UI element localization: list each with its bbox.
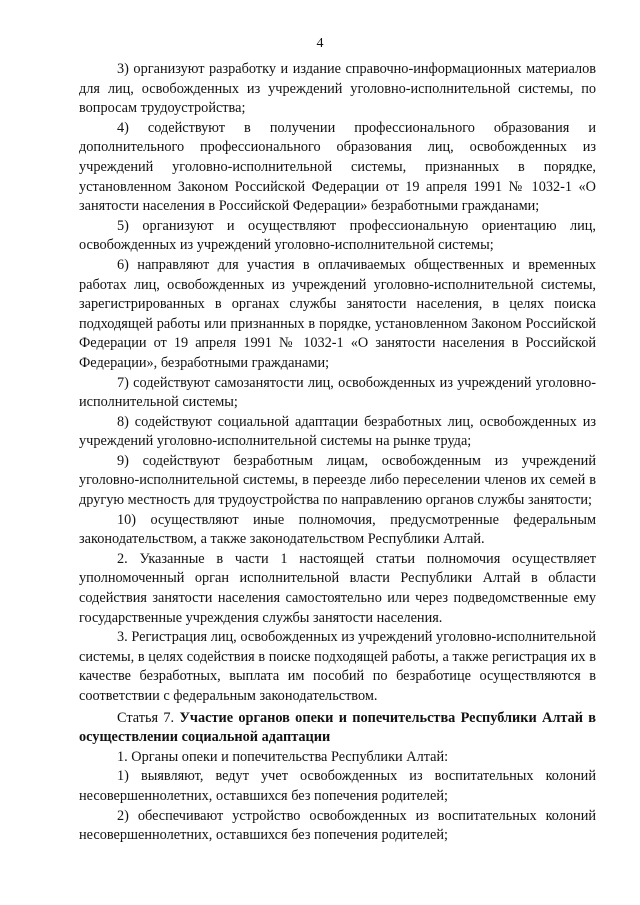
paragraph-item-7: 7) содействуют самозанятости лиц, освобожденных из учреждений уголовно-исполнительной системы;: [79, 374, 596, 411]
paragraph-item-3: 3) организуют разработку и издание справочно-информационных материалов для лиц, освобожденных из учреждений уголовно-исполнительной системы, по вопросам трудоустройства;: [79, 61, 596, 117]
article-title: Участие органов опеки и попечительства Республики Алтай в осуществлении социальной адаптации: [79, 709, 597, 746]
paragraph-part-2: 2. Указанные в части 1 настоящей статьи полномочия осуществляет уполномоченный орган исполнительной власти Республики Алтай в области содействия занятости населения самостоятельно или через подведомственные ему государственные учреждения службы занятости населения.: [79, 550, 596, 626]
article-heading: [79, 709, 596, 748]
page-number: 4: [316, 36, 324, 51]
paragraph-part-3: 3. Регистрация лиц, освобожденных из учреждений уголовно-исполнительной системы, в целях содействия в поиске подходящей работы, а также регистрация их в качестве безработных, выплата им пособий по безработице осуществляются в соответствии с федеральным законодательством.: [79, 629, 596, 704]
article-paragraph-intro: 1. Органы опеки и попечительства Республики Алтай:: [117, 748, 449, 765]
paragraph-item-10: 10) осуществляют иные полномочия, предусмотренные федеральным законодательством, а также законодательством Республики Алтай.: [79, 511, 596, 548]
article-paragraph-item-1: 1) выявляют, ведут учет освобожденных из воспитательных колоний несовершеннолетних, оставшихся без попечения родителей;: [79, 768, 596, 804]
paragraph-item-6: 6) направляют для участия в оплачиваемых общественных и временных работах лиц, освобожденных из учреждений уголовно-исполнительной системы, зарегистрированных в органах службы занятости населения, в целях поиска подходящей работы или признанных в порядке, установленном Законом Российской Федерации от 19 апреля 1991 № 1032-1 «О занятости населения в Российской Федерации», безработными гражданами;: [79, 256, 596, 371]
paragraph-item-9: 9) содействуют безработным лицам, освобожденным из учреждений уголовно-исполнительной системы, в переезде либо переселении членов их семей в другую местность для трудоустройства по направлению органов службы занятости;: [79, 452, 596, 509]
paragraph-item-8: 8) содействуют социальной адаптации безработных лиц, освобожденных из учреждений уголовно-исполнительной системы на рынке труда;: [79, 413, 596, 450]
document-body: [79, 60, 596, 846]
article-paragraph-item-2: 2) обеспечивают устройство освобожденных из воспитательных колоний несовершеннолетних, оставшихся без попечения родителей;: [79, 807, 596, 844]
article-prefix: Статья 7.: [117, 709, 175, 726]
paragraph-item-4: 4) содействуют в получении профессионального образования и дополнительного профессионального образования лиц, освобожденных из учреждений уголовно-исполнительной системы, признанных в порядке, установленном Законом Российской Федерации от 19 апреля 1991 № 1032-1 «О занятости населения в Российской Федерации» безработными гражданами;: [79, 119, 596, 215]
paragraph-item-5: 5) организуют и осуществляют профессиональную ориентацию лиц, освобожденных из учреждений уголовно-исполнительной системы;: [79, 217, 596, 254]
